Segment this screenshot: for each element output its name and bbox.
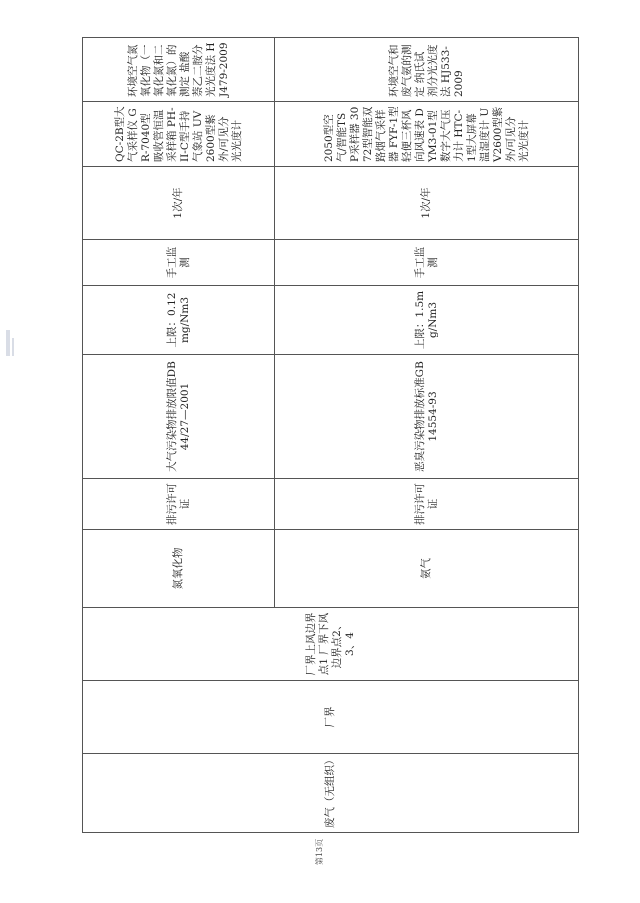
cell-location: 厂界: [83, 681, 579, 754]
monitoring-table: [82, 37, 579, 833]
cell-standard: 恶臭污染物排放标准GB14554-93: [275, 355, 579, 479]
rotated-table-container: [82, 38, 579, 833]
cell-frequency: 1次/年: [83, 167, 275, 240]
cell-source: 排污许可证: [275, 479, 579, 530]
cell-method: 手工监测: [83, 240, 275, 286]
cell-method: 手工监测: [275, 240, 579, 286]
cell-instruments: QC-2B型大气采样仪 GR-7040型吸收管恒温采样箱 PH-II-C型手持气象站 UV2600型紫外/可见分光光度计: [83, 102, 275, 167]
cell-pollutant: 氮氧化物: [83, 530, 275, 608]
cell-analysis: 环境空气和废气氨的测定 纳氏试剂分光光度法 HJ533-2009: [275, 38, 579, 102]
page-number: 第13页: [315, 838, 324, 866]
cell-analysis: 环境空气氮氧化物（一氧化氮和二氧化氮）的测定 盐酸萘乙二胺分光光度法 HJ479-2009: [83, 38, 275, 102]
cell-category: 废气（无组织）: [83, 754, 579, 833]
cell-pollutant: 氨气: [275, 530, 579, 608]
cell-limit: 上限：1.5mg/Nm3: [275, 286, 579, 355]
table-row: [83, 38, 275, 833]
cell-points: 厂界上风边界点1 厂界下风边界点2、3、4: [83, 608, 579, 681]
cell-limit: 上限：0.12mg/Nm3: [83, 286, 275, 355]
scan-artifact: [12, 338, 14, 356]
cell-standard: 大气污染物排放限值DB44/27—2001: [83, 355, 275, 479]
cell-frequency: 1次/年: [275, 167, 579, 240]
cell-instruments: 2050型空气/智能TSP采样器 3072型智能双路烟气采样器 FYF-1型轻便三杯风向风速表 DYM3-01型数字大气压力计 HTC-1型大屏幕温湿度计 UV2600型紫外/可见分光光度计: [275, 102, 579, 167]
scan-artifact: [6, 330, 10, 356]
cell-source: 排污许可证: [83, 479, 275, 530]
